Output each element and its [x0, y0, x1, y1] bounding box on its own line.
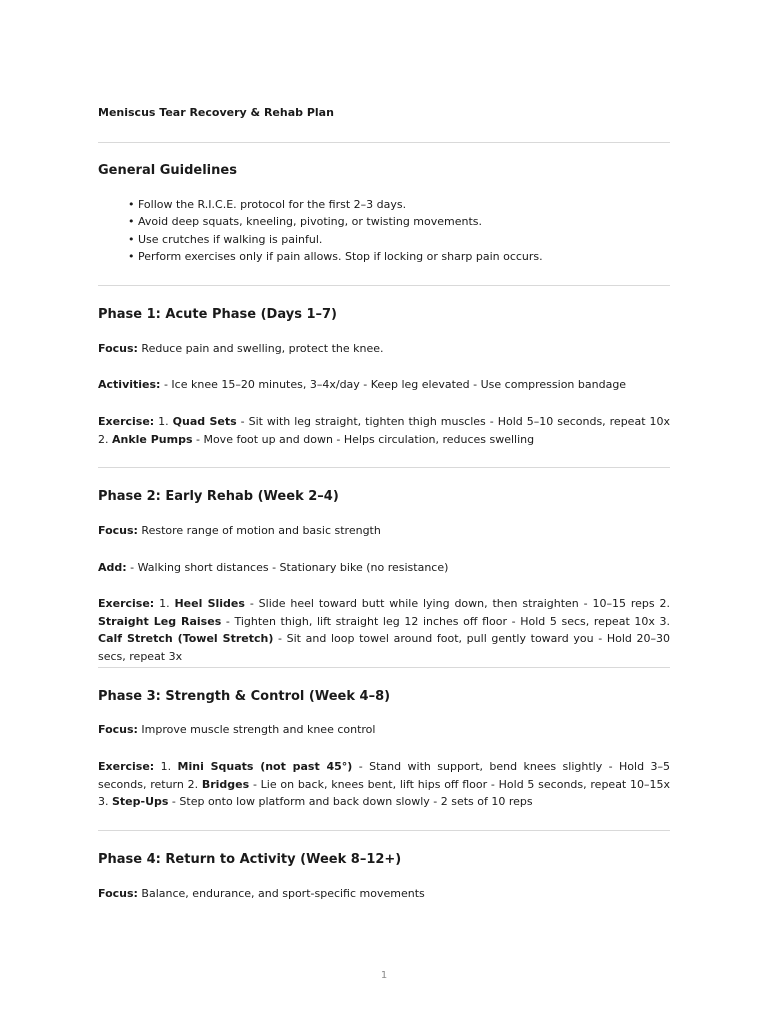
divider	[98, 830, 670, 831]
guideline-item: • Perform exercises only if pain allows. Stop if locking or sharp pain occurs.	[128, 249, 543, 263]
focus-label: Focus:	[98, 723, 138, 736]
general-guidelines-heading: General Guidelines	[98, 163, 237, 178]
exercise-text: - Lie on back, knees bent, lift hips off floor - Hold 5 seconds, repeat 10–15x 3.	[98, 777, 670, 809]
phase2-exercise	[98, 595, 670, 665]
exercise-name: Ankle Pumps	[112, 432, 193, 446]
divider	[98, 467, 670, 468]
phase4-heading: Phase 4: Return to Activity (Week 8–12+)	[98, 852, 402, 867]
add-text: - Walking short distances - Stationary bike (no resistance)	[126, 561, 449, 574]
activities-label: Activities:	[98, 378, 161, 391]
phase3-heading: Phase 3: Strength & Control (Week 4–8)	[98, 689, 391, 704]
divider	[98, 285, 670, 286]
exercise-name: Calf Stretch (Towel Stretch)	[98, 632, 274, 646]
exercise-name: Quad Sets	[172, 415, 237, 428]
focus-text: Restore range of motion and basic strength	[137, 524, 381, 537]
activities-text: - Ice knee 15–20 minutes, 3–4x/day - Keep leg elevated - Use compression bandage	[160, 378, 627, 391]
divider	[98, 667, 670, 668]
phase3-exercise	[98, 758, 670, 811]
exercise-number: 1.	[154, 597, 175, 610]
page-number: 1	[380, 970, 388, 981]
guideline-item: • Use crutches if walking is painful.	[128, 232, 323, 246]
phase3-focus	[98, 721, 670, 739]
exercise-number: 1.	[154, 415, 173, 428]
divider	[98, 142, 670, 143]
exercise-text: - Sit with leg straight, tighten thigh muscles - Hold 5–10 seconds, repeat 10x 2.	[98, 415, 670, 446]
exercise-text: - Stand with support, bend knees slightly - Hold 3–5 seconds, return 2.	[98, 760, 670, 791]
focus-label: Focus:	[98, 342, 138, 355]
phase2-focus	[98, 522, 670, 540]
phase2-heading: Phase 2: Early Rehab (Week 2–4)	[98, 489, 339, 504]
exercise-text: - Tighten thigh, lift straight leg 12 inches off floor - Hold 5 secs, repeat 10x 3.	[221, 614, 671, 628]
phase4-focus	[98, 885, 670, 903]
document-title: Meniscus Tear Recovery & Rehab Plan	[98, 106, 334, 119]
exercise-label: Exercise:	[98, 415, 155, 428]
phase1-exercise	[98, 413, 670, 448]
focus-text: Reduce pain and swelling, protect the knee.	[137, 342, 384, 355]
focus-text: Balance, endurance, and sport-specific movements	[137, 887, 425, 900]
add-label: Add:	[98, 561, 127, 574]
phase1-activities	[98, 376, 670, 394]
exercise-name: Bridges	[201, 777, 250, 791]
focus-label: Focus:	[98, 524, 138, 537]
exercise-name: Mini Squats (not past 45°)	[177, 760, 353, 773]
guidelines-list	[128, 196, 543, 265]
exercise-text: - Sit and loop towel around foot, pull gently toward you - Hold 20–30 secs, repeat 3x	[98, 632, 670, 663]
exercise-label: Exercise:	[98, 597, 155, 610]
guideline-item: • Follow the R.I.C.E. protocol for the first 2–3 days.	[128, 198, 407, 211]
exercise-text: - Step onto low platform and back down slowly - 2 sets of 10 reps	[168, 795, 533, 809]
exercise-number: 1.	[154, 760, 178, 773]
focus-label: Focus:	[98, 887, 138, 900]
exercise-text: - Slide heel toward butt while lying down, then straighten - 10–15 reps 2.	[244, 597, 671, 610]
phase2-add	[98, 559, 670, 577]
phase1-focus	[98, 340, 670, 358]
focus-text: Improve muscle strength and knee control	[137, 723, 376, 736]
phase1-heading: Phase 1: Acute Phase (Days 1–7)	[98, 307, 337, 322]
exercise-text: - Move foot up and down - Helps circulation, reduces swelling	[192, 432, 535, 446]
exercise-label: Exercise:	[98, 760, 155, 773]
exercise-name: Heel Slides	[174, 597, 245, 610]
exercise-name: Step-Ups	[112, 795, 169, 809]
guideline-item: • Avoid deep squats, kneeling, pivoting, or twisting movements.	[128, 215, 483, 229]
exercise-name: Straight Leg Raises	[98, 614, 222, 628]
